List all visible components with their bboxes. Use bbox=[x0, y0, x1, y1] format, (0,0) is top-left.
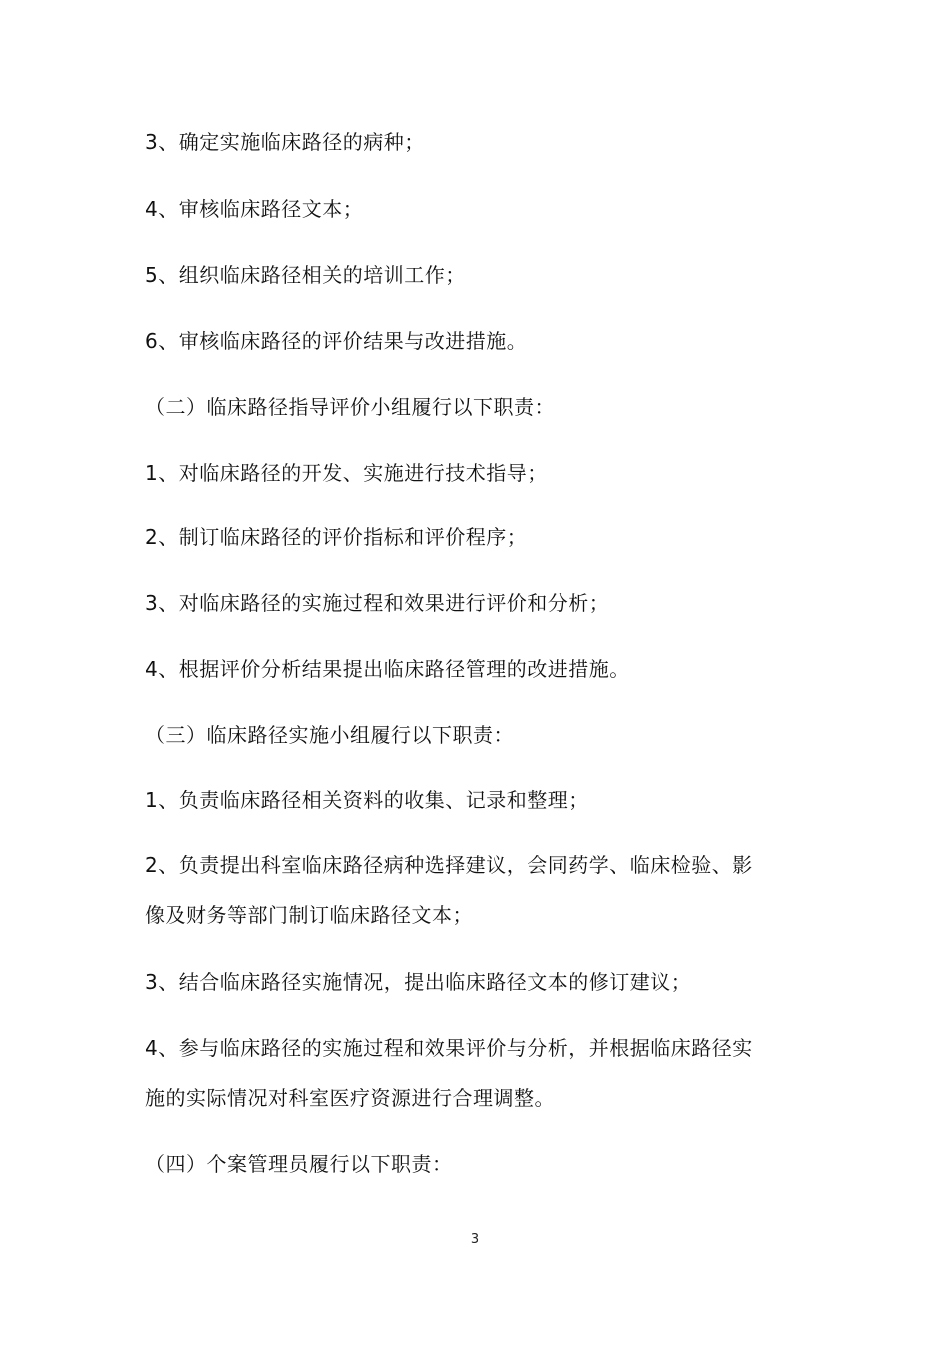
text-line: 6、审核临床路径的评价结果与改进措施。 bbox=[145, 329, 528, 353]
text-line: 2、制订临床路径的评价指标和评价程序； bbox=[145, 525, 528, 549]
text-line: 1、对临床路径的开发、实施进行技术指导； bbox=[145, 461, 548, 485]
text-line: 4、根据评价分析结果提出临床路径管理的改进措施。 bbox=[145, 657, 630, 681]
text-line: 3、对临床路径的实施过程和效果进行评价和分析； bbox=[145, 591, 610, 615]
text-line: 像及财务等部门制订临床路径文本； bbox=[145, 903, 473, 927]
text-line: 4、参与临床路径的实施过程和效果评价与分析，并根据临床路径实 bbox=[145, 1036, 753, 1060]
page-number: 3 bbox=[470, 1232, 480, 1247]
text-line: 施的实际情况对科室医疗资源进行合理调整。 bbox=[145, 1086, 555, 1110]
section-heading: （二）临床路径指导评价小组履行以下职责： bbox=[145, 395, 555, 419]
text-line: 2、负责提出科室临床路径病种选择建议，会同药学、临床检验、影 bbox=[145, 853, 753, 877]
section-heading: （三）临床路径实施小组履行以下职责： bbox=[145, 723, 514, 747]
text-line: 3、结合临床路径实施情况，提出临床路径文本的修订建议； bbox=[145, 970, 692, 994]
text-line: 5、组织临床路径相关的培训工作； bbox=[145, 263, 466, 287]
text-line: 3、确定实施临床路径的病种； bbox=[145, 130, 425, 154]
text-line: 4、审核临床路径文本； bbox=[145, 197, 364, 221]
text-line: 1、负责临床路径相关资料的收集、记录和整理； bbox=[145, 788, 589, 812]
section-heading: （四）个案管理员履行以下职责： bbox=[145, 1152, 453, 1176]
